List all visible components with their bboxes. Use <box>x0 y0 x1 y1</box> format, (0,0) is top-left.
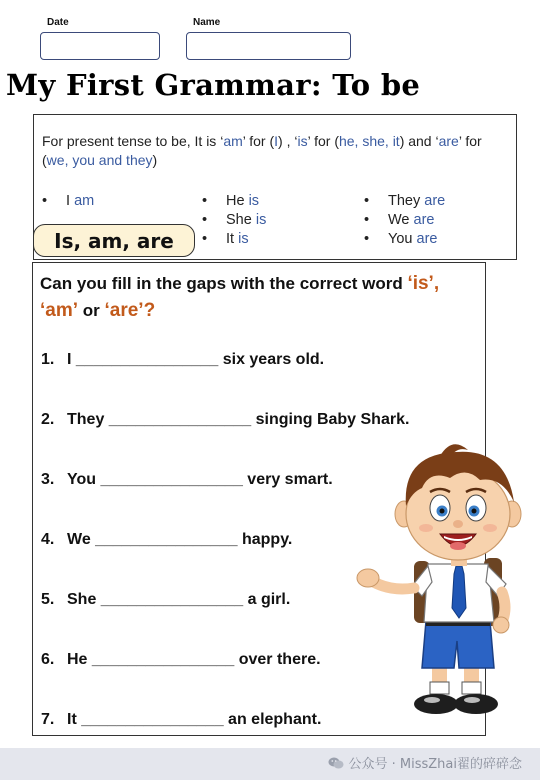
item-subject: I <box>67 351 72 368</box>
item-number: 1. <box>41 351 55 368</box>
rule-text: ) , ‘ <box>278 133 298 149</box>
rule-subject: You <box>388 231 413 247</box>
question-lead: Can you fill in the gaps with the correct word <box>40 274 408 293</box>
rule-verb: are <box>413 212 435 228</box>
rule-highlight: is <box>297 133 308 149</box>
item-subject: We <box>67 531 91 548</box>
rule-subject: He <box>226 193 245 209</box>
exercise-item <box>41 591 290 609</box>
rules-intro <box>42 132 510 170</box>
item-number: 6. <box>41 651 55 668</box>
exercise-question <box>40 270 480 324</box>
item-subject: He <box>67 651 88 668</box>
item-ending: an elephant. <box>228 711 322 728</box>
item-ending: singing Baby Shark. <box>255 411 410 428</box>
page-title: My First Grammar: To be <box>6 68 421 102</box>
rule-text: ) <box>152 152 158 168</box>
rule-text: ) and ‘ <box>399 133 439 149</box>
rule-subject: She <box>226 212 252 228</box>
wechat-icon <box>328 756 344 770</box>
answer-blank[interactable]: ________________ <box>90 531 242 548</box>
item-ending: six years old. <box>222 351 325 368</box>
exercise-item <box>41 351 324 369</box>
exercise-item <box>41 531 292 549</box>
word-are: ‘are’? <box>104 300 156 321</box>
item-subject: You <box>67 471 97 488</box>
answer-blank[interactable]: ________________ <box>96 591 248 608</box>
exercise-item <box>41 471 333 489</box>
rule-text: ’ for ( <box>307 133 339 149</box>
rule-item <box>364 211 445 230</box>
rule-subject: We <box>388 212 410 228</box>
date-label: Date <box>47 17 69 28</box>
rule-verb: are <box>416 231 438 247</box>
watermark-text: 公众号 · MissZhai翟的碎碎念 <box>348 757 522 772</box>
rule-item <box>202 211 266 230</box>
rule-verb: is <box>248 193 260 209</box>
item-subject: She <box>67 591 97 608</box>
rule-verb: are <box>424 193 446 209</box>
item-number: 7. <box>41 711 55 728</box>
item-number: 4. <box>41 531 55 548</box>
name-label: Name <box>193 17 221 28</box>
item-ending: a girl. <box>247 591 291 608</box>
rule-highlight: am <box>223 133 243 149</box>
rule-subject: I <box>66 193 71 209</box>
item-ending: very smart. <box>247 471 333 488</box>
rule-item <box>42 192 94 211</box>
rule-highlight: are <box>438 133 459 149</box>
item-number: 2. <box>41 411 55 428</box>
item-subject: They <box>67 411 105 428</box>
exercise-item <box>41 711 321 729</box>
rule-highlight: we, you and they <box>46 152 153 168</box>
rule-item <box>364 192 445 211</box>
answer-blank[interactable]: ________________ <box>71 351 223 368</box>
rule-verb: is <box>238 231 249 247</box>
rules-column-are <box>364 192 445 249</box>
rule-item <box>364 230 445 249</box>
exercise-item <box>41 411 409 429</box>
item-ending: over there. <box>238 651 321 668</box>
answer-blank[interactable]: ________________ <box>76 711 229 728</box>
rule-verb: am <box>74 193 95 209</box>
item-ending: happy. <box>241 531 293 548</box>
item-number: 5. <box>41 591 55 608</box>
verbs-badge: Is, am, are <box>33 224 195 257</box>
schoolboy-illustration <box>356 436 532 726</box>
rule-text: ’ for ( <box>242 133 275 149</box>
watermark <box>328 753 523 772</box>
exercise-item <box>41 651 321 669</box>
date-field[interactable] <box>40 32 160 60</box>
item-subject: It <box>67 711 77 728</box>
name-field[interactable] <box>186 32 351 60</box>
rule-verb: is <box>255 212 267 228</box>
rule-highlight: he, she, it <box>338 133 400 149</box>
rule-highlight: I <box>274 133 279 149</box>
rules-column-is <box>202 192 266 249</box>
rule-item <box>202 192 266 211</box>
word-is: ‘is’, <box>407 273 440 294</box>
rule-text: ’ for ( <box>42 133 482 168</box>
rule-item <box>202 230 266 249</box>
word-am: ‘am’ <box>40 300 79 321</box>
rule-subject: They <box>388 193 421 209</box>
rule-text: For present tense to be, It is ‘ <box>42 133 224 149</box>
answer-blank[interactable]: ________________ <box>104 411 256 428</box>
item-number: 3. <box>41 471 55 488</box>
question-or: or <box>78 301 105 320</box>
answer-blank[interactable]: ________________ <box>96 471 248 488</box>
rule-subject: It <box>226 231 235 247</box>
answer-blank[interactable]: ________________ <box>87 651 239 668</box>
rules-column-i <box>42 192 94 211</box>
